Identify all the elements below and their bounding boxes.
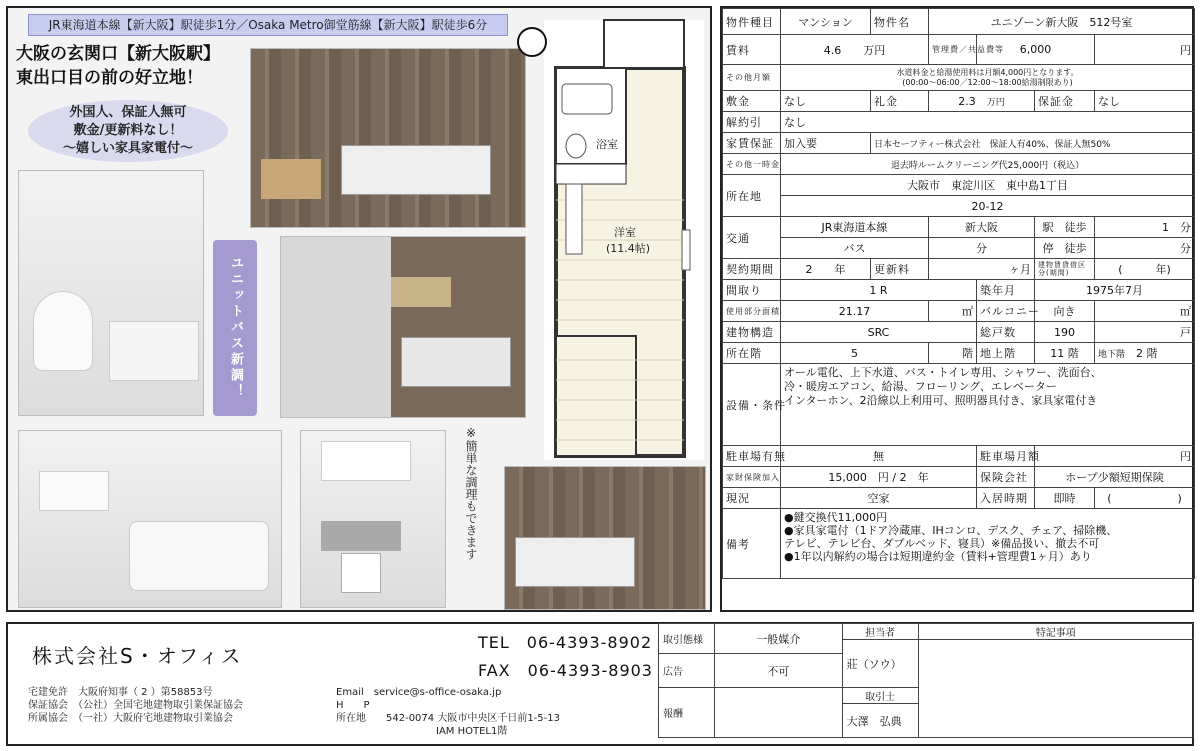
bus-walk-minutes: 分 bbox=[1095, 238, 1195, 259]
agent-value: 大澤 弘典 bbox=[842, 704, 918, 738]
structure-value: SRC bbox=[781, 322, 977, 343]
transport-label: 交通 bbox=[723, 217, 781, 259]
cooking-note: ※簡単な調理もできます bbox=[464, 426, 478, 560]
above-unit: 階 bbox=[1067, 347, 1079, 360]
balcony-value: 向き bbox=[1035, 301, 1095, 322]
below-unit: 階 bbox=[1146, 347, 1158, 360]
bubble-line-2: 敷金/更新料なし！ bbox=[73, 123, 183, 138]
bus-stop-label: 停 徒歩 bbox=[1035, 238, 1095, 259]
photo-bathtub bbox=[18, 430, 282, 608]
spec-table bbox=[722, 8, 1195, 579]
renew-fee-label: 更新料 bbox=[871, 259, 929, 280]
address-label: 所在地 bbox=[723, 175, 781, 217]
renew-fee-unit: ヶ月 bbox=[929, 259, 1035, 280]
bubble-line-1: 外国人、保証人無可 bbox=[69, 105, 187, 120]
layout-label: 間取り bbox=[723, 280, 781, 301]
bus-minutes: 分 bbox=[929, 238, 1035, 259]
built-value: 1975年7月 bbox=[1035, 280, 1195, 301]
other-monthly-label: その他月額 bbox=[723, 65, 781, 91]
status-value: 空家 bbox=[781, 488, 977, 509]
remarks-label: 備考 bbox=[723, 509, 781, 579]
renewal-label: 建物賃貸借区分(期間) bbox=[1035, 259, 1095, 280]
built-label: 築年月 bbox=[977, 280, 1035, 301]
deposit-value: なし bbox=[781, 91, 871, 112]
agent-label: 取引士 bbox=[842, 688, 918, 704]
bus-label: バス bbox=[781, 238, 929, 259]
rent-unit: 万円 bbox=[863, 43, 886, 57]
fee-deal-value bbox=[714, 688, 842, 738]
layout-value: 1 R bbox=[781, 280, 977, 301]
units-label: 総戸数 bbox=[977, 322, 1035, 343]
remarks-line-4: ●1年以内解約の場合は短期違約金（賃料+管理費1ヶ月）あり bbox=[784, 550, 1092, 563]
contract-label: 契約期間 bbox=[723, 259, 781, 280]
company-hp: H P bbox=[336, 700, 370, 711]
floor-label: 所在階 bbox=[723, 343, 781, 364]
walk-value: 1 bbox=[1162, 221, 1170, 234]
equip-label: 設備・条件 bbox=[723, 364, 781, 446]
company-footer bbox=[6, 622, 1194, 746]
movein-value: 即時 bbox=[1035, 488, 1095, 509]
photo-room-window bbox=[280, 236, 526, 418]
floor-unit: 階 bbox=[929, 343, 977, 364]
equip-value bbox=[781, 364, 1195, 446]
contract-years: 2 bbox=[805, 263, 813, 276]
area-value: 21.17 bbox=[781, 301, 929, 322]
company-contact bbox=[336, 686, 560, 738]
guarantee-money-value: なし bbox=[1095, 91, 1195, 112]
unit-bath-tag: ユニットバス新調！ bbox=[213, 240, 257, 416]
insurance-label: 家財保険加入 bbox=[723, 467, 781, 488]
rent-amount: 4.6 bbox=[823, 43, 842, 57]
plan-bath-label: 浴室 bbox=[596, 138, 618, 151]
area-unit: ㎡ bbox=[929, 301, 977, 322]
key-money-label: 礼金 bbox=[871, 91, 929, 112]
promo-panel bbox=[6, 6, 712, 612]
feature-bubble bbox=[28, 100, 228, 162]
company-name: 株式会社S・オフィス bbox=[32, 644, 243, 668]
company-address-2: IAM HOTEL1階 bbox=[436, 726, 508, 737]
movein-label: 入居時期 bbox=[977, 488, 1035, 509]
floor-value: 5 bbox=[781, 343, 929, 364]
area-label: 使用部分面積 bbox=[723, 301, 781, 322]
deal-table bbox=[658, 623, 1194, 738]
headline bbox=[16, 42, 246, 90]
walk-unit: 分 bbox=[1180, 221, 1192, 234]
address-line-1: 大阪市 東淀川区 東中島1丁目 bbox=[781, 175, 1195, 196]
guarantor-label: 家賃保証 bbox=[723, 133, 781, 154]
company-guarantee-assoc: 保証協会 （公社）全国宅地建物取引業保証協会 bbox=[28, 700, 243, 711]
walk-minutes bbox=[1095, 217, 1195, 238]
photo-unit-bath bbox=[18, 170, 204, 416]
special-label: 特記事項 bbox=[918, 624, 1193, 640]
guarantee-money-label: 保証金 bbox=[1035, 91, 1095, 112]
ad-value: 不可 bbox=[714, 654, 842, 688]
company-member-assoc: 所属協会 （一社）大阪府宅地建物取引業協会 bbox=[28, 713, 233, 724]
staff-label: 担当者 bbox=[842, 624, 918, 640]
fee-deal-label: 報酬 bbox=[659, 688, 715, 738]
rent-label: 賃料 bbox=[723, 35, 781, 65]
units-unit: 戸 bbox=[1095, 322, 1195, 343]
fee-unit: 円 bbox=[1095, 35, 1195, 65]
equip-line-1: オール電化、上下水道、バス・トイレ専用、シャワー、洗面台、 bbox=[784, 366, 1102, 379]
renewal-value: ( 年) bbox=[1095, 259, 1195, 280]
fee-value: 6,000 bbox=[977, 35, 1095, 65]
company-licenses bbox=[28, 686, 243, 725]
access-banner: JR東海道本線【新大阪】駅徒歩1分／Osaka Metro御堂筋線【新大阪】駅徒歩6分 bbox=[28, 14, 508, 36]
type-value: マンション bbox=[781, 9, 871, 35]
below-floors: 2 bbox=[1136, 347, 1144, 360]
structure-label: 建物構造 bbox=[723, 322, 781, 343]
remarks-line-1: ●鍵交換代11,000円 bbox=[784, 511, 888, 524]
parking-fee-unit: 円 bbox=[1035, 446, 1195, 467]
status-label: 現況 bbox=[723, 488, 781, 509]
equip-line-3: インターホン、2沿線以上利用可、照明器具付き、家具家電付き bbox=[784, 394, 1098, 407]
key-money-amount: 2.3 bbox=[958, 95, 976, 108]
equip-line-2: 冷・暖房エアコン、給湯、フローリング、エレベーター bbox=[784, 380, 1057, 393]
key-money-value bbox=[929, 91, 1035, 112]
line-value: JR東海道本線 bbox=[781, 217, 929, 238]
spec-panel bbox=[720, 6, 1194, 612]
other-monthly-value bbox=[781, 65, 1195, 91]
ins-company-label: 保険会社 bbox=[977, 467, 1035, 488]
station-walk-label: 駅 徒歩 bbox=[1035, 217, 1095, 238]
balcony-label: バルコニー bbox=[977, 301, 1035, 322]
bubble-line-3: ～嬉しい家具家電付～ bbox=[62, 141, 193, 156]
name-value: ユニゾーン新大阪 512号室 bbox=[929, 9, 1195, 35]
deal-form-value: 一般媒介 bbox=[714, 624, 842, 654]
deposit-label: 敷金 bbox=[723, 91, 781, 112]
headline-line-2: 東出口目の前の好立地！ bbox=[16, 68, 203, 88]
other-monthly-line-1: 水道料金と給湯使用料は月額4,000円となります。 bbox=[896, 67, 1079, 77]
onetime-value: 退去時ルームクリーニング代25,000円（税込） bbox=[781, 154, 1195, 175]
parking-label: 駐車場有無 bbox=[723, 446, 781, 467]
address-line-2: 20-12 bbox=[781, 196, 1195, 217]
cancel-label: 解約引 bbox=[723, 112, 781, 133]
cancel-value: なし bbox=[781, 112, 1195, 133]
contract-value bbox=[781, 259, 871, 280]
parking-value: 無 bbox=[781, 446, 977, 467]
ins-company-value: ホープ少額短期保険 bbox=[1035, 467, 1195, 488]
floor-plan bbox=[544, 20, 704, 460]
ad-label: 広告 bbox=[659, 654, 715, 688]
above-value bbox=[1035, 343, 1095, 364]
headline-line-1: 大阪の玄関口【新大阪駅】 bbox=[16, 44, 220, 64]
remarks-line-3: テレビ、テレビ台、ダブルベッド、寝具）※備品扱い、撤去不可 bbox=[784, 537, 1100, 550]
units-value: 190 bbox=[1035, 322, 1095, 343]
company-email[interactable]: Email service@s-office-osaka.jp bbox=[336, 687, 502, 698]
name-label: 物件名 bbox=[871, 9, 929, 35]
station-value: 新大阪 bbox=[929, 217, 1035, 238]
below-cell bbox=[1095, 343, 1195, 364]
company-tel: TEL 06-4393-8902 bbox=[478, 633, 653, 652]
company-license: 宅建免許 大阪府知事（ 2 ）第58853号 bbox=[28, 687, 213, 698]
company-address: 所在地 542-0074 大阪市中央区千日前1-5-13 bbox=[336, 713, 560, 724]
above-label: 地上階 bbox=[977, 343, 1035, 364]
staff-value: 莊（ソウ） bbox=[842, 640, 918, 688]
rent-value bbox=[781, 35, 929, 65]
above-floors: 11 bbox=[1050, 347, 1065, 360]
special-value bbox=[918, 640, 1193, 738]
balcony-unit: ㎡ bbox=[1095, 301, 1195, 322]
compass-icon bbox=[518, 28, 546, 56]
photo-room-bed bbox=[250, 48, 526, 228]
plan-room-size: (11.4帖) bbox=[606, 242, 651, 255]
other-monthly-line-2: (00:00～06:00／12:00～18:00給湯制限あり) bbox=[902, 77, 1073, 87]
company-fax: FAX 06-4393-8903 bbox=[478, 661, 653, 680]
remarks-value bbox=[781, 509, 1195, 579]
movein-paren: ( ) bbox=[1095, 488, 1195, 509]
type-label: 物件種目 bbox=[723, 9, 781, 35]
plan-room-label: 洋室 bbox=[614, 226, 636, 239]
photo-room-overview bbox=[504, 466, 706, 610]
photo-kitchen bbox=[300, 430, 446, 608]
fee-label: 管理費／共益費等 bbox=[929, 35, 977, 65]
contract-year-unit: 年 bbox=[834, 263, 846, 276]
guarantor-required: 加入要 bbox=[781, 133, 871, 154]
parking-fee-label: 駐車場月額 bbox=[977, 446, 1035, 467]
deal-form-label: 取引態様 bbox=[659, 624, 715, 654]
onetime-label: その他一時金 bbox=[723, 154, 781, 175]
remarks-line-2: ●家具家電付（1ドア冷蔵庫、IHコンロ、デスク、チェア、掃除機、 bbox=[784, 524, 1118, 537]
below-label: 地下階 bbox=[1098, 350, 1126, 360]
key-money-unit: 万円 bbox=[986, 98, 1005, 108]
insurance-value: 15,000 円 / 2 年 bbox=[781, 467, 977, 488]
guarantor-detail: 日本セーフティー株式会社 保証人有40%、保証人無50% bbox=[871, 133, 1195, 154]
